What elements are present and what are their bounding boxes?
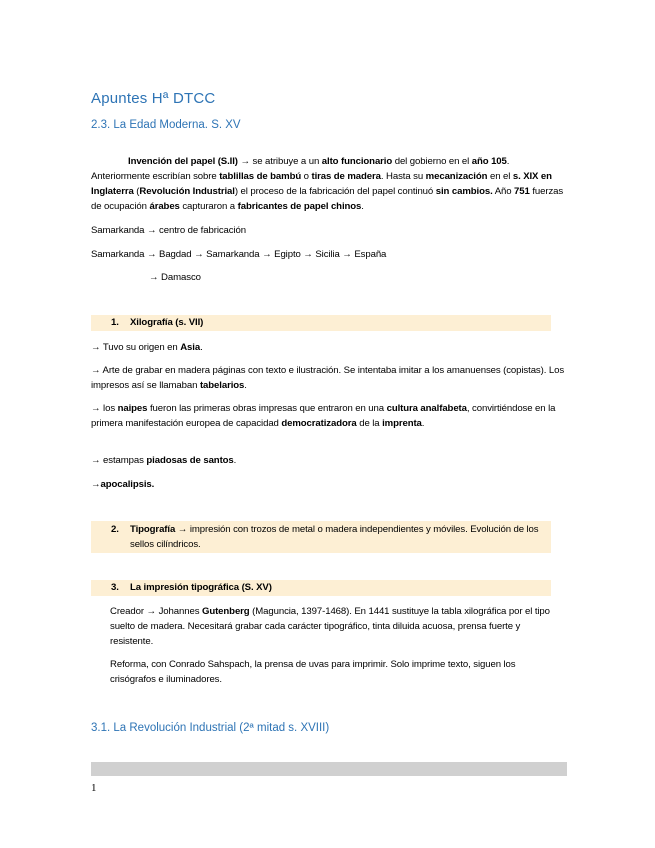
route-line-3: → Damasco [149,272,201,283]
bold-run: naipes [117,403,148,414]
text-run: en el [487,171,513,182]
bold-run: piadosas de santos [146,455,234,466]
text-run: fuerzas de ocupación [91,186,564,212]
xilografia-origin [91,340,565,355]
route-line-2: Samarkanda → Bagdad → Samarkanda → Egipto → Sicilia → España [91,249,387,260]
text-run: . [233,455,237,466]
text-run: → Tuvo su origen en [91,342,181,353]
text-run: o [301,171,312,182]
text-run: . [244,380,247,391]
arrow-icon: → [175,524,188,535]
text-run: fueron las primeras obras impresas que entraron en una [147,403,387,414]
impresion-title: La impresión tipográfica (S. XV) [130,582,272,593]
text-run: ) el proceso de la fabricación del papel continuó [234,186,436,197]
bold-run: alto funcionario [321,156,393,167]
text-run: → estampas [91,455,147,466]
gutenberg-paragraph [110,604,558,649]
list-number: 3. [111,582,119,593]
impresion-heading [91,580,551,596]
bold-run: mecanización [425,171,488,182]
xilografia-estampas [91,453,565,468]
bold-run: democratizadora [281,418,357,429]
section-heading-2-3: 2.3. La Edad Moderna. S. XV [91,119,241,131]
reforma-paragraph: Reforma, con Conrado Sahspach, la prensa de uvas para imprimir. Solo imprime texto, siguen los crisógrafos e iluminadores. [110,659,516,685]
text-run: (Maguncia, 1397-1468). En 1441 sustituye la tabla xilográfica por el tipo suelto de madera. Necesitará grabar cada carácter tipográfico, tinta diluida acuosa, prensa fuerte y resistente. [110,606,550,647]
text-run: → [91,479,101,490]
text-run: → los [91,403,118,414]
bold-run: 751 [514,186,530,197]
text-run: , convirtiéndose en la primera manifestación europea de capacidad [91,403,556,429]
page-number: 1 [91,782,97,794]
document-title: Apuntes Hª DTCC [91,90,216,107]
xilografia-heading [91,315,551,331]
text-run: . [361,201,364,212]
bold-run: Asia [180,342,201,353]
tipografia-block [91,521,551,553]
bold-run: tablillas de bambú [219,171,302,182]
bold-run: sin cambios. [435,186,493,197]
bold-run: fabricantes de papel chinos [237,201,362,212]
bold-run: Revolución Industrial [139,186,235,197]
bold-run: imprenta [382,418,422,429]
arrow-icon: → [240,156,250,167]
xilografia-title: Xilografía (s. VII) [130,317,204,328]
text-run: Creador → Johannes [110,606,202,617]
paper-invention-term: Invención del papel (S.II) [128,156,238,167]
route-line-1: Samarkanda → centro de fabricación [91,225,246,236]
bold-run: s. XIX en Inglaterra [91,171,552,197]
section-heading-3-1: 3.1. La Revolución Industrial (2ª mitad s. XVIII) [91,722,330,734]
bold-run: cultura analfabeta [386,403,467,414]
list-number: 2. [111,524,119,535]
bold-run: Gutenberg [201,606,250,617]
text-run: ( [133,186,140,197]
list-number: 1. [111,317,119,328]
bold-run: año 105 [471,156,507,167]
text-run: capturaron a [179,201,238,212]
text-run: . [200,342,203,353]
text-run: se atribuye a un [249,156,322,167]
text-run: Año [492,186,515,197]
text-run: . [421,418,425,429]
bold-run: tabelarios [199,380,245,391]
text-run: de la [356,418,383,429]
paper-invention-paragraph [91,154,565,214]
bold-run: tiras de madera [311,171,381,182]
text-run: → Arte de grabar en madera páginas con texto e ilustración. Se intentaba imitar a los amanuenses (copistas). Los impresos así se llamaban [91,365,565,391]
bold-run: apocalipsis. [100,479,155,490]
page-footer-bar [91,762,567,776]
text-run: . Anteriormente escribían sobre [91,156,510,182]
tipografia-text [130,522,545,552]
xilografia-naipes [91,401,565,431]
tipografia-title: Tipografía [130,524,176,535]
bold-run: árabes [149,201,180,212]
xilografia-apocalipsis [91,477,565,492]
text-run: del gobierno en el [392,156,472,167]
text-run: impresión con trozos de metal o madera independientes y móviles. Evolución de los sellos cilíndricos. [130,524,539,550]
text-run: . Hasta su [380,171,426,182]
xilografia-definition [91,363,565,393]
